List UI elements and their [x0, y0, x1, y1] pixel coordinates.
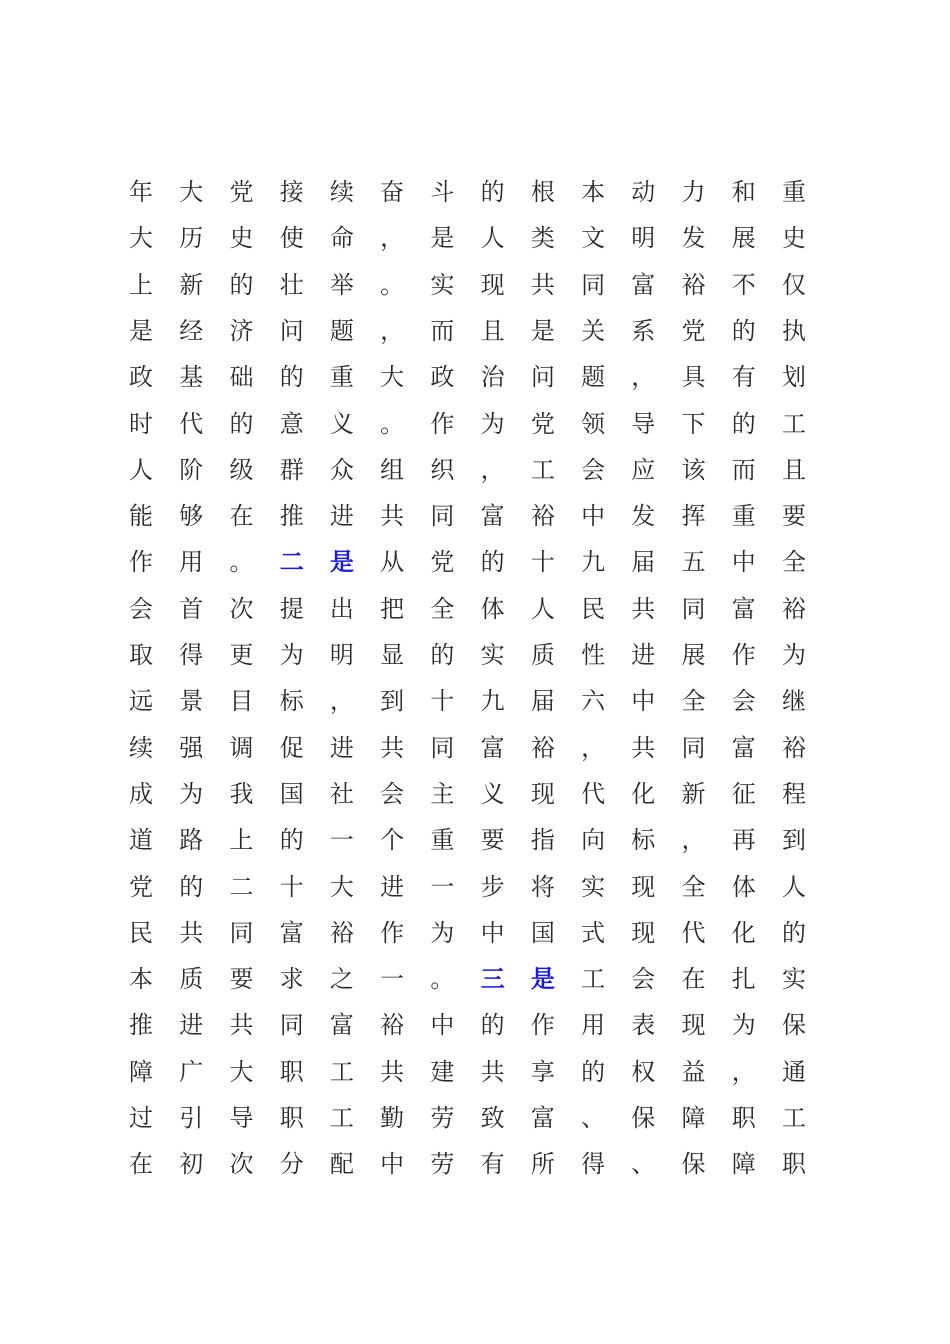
- text-line: 民 共 同 富 裕 作 为 中 国 式 现 代 化 的: [129, 918, 806, 947]
- text-line: 取 得 更 为 明 显 的 实 质 性 进 展 作 为: [129, 641, 806, 669]
- text-line: 年 大 党 接 续 奋 斗 的 根 本 动 力 和 重: [129, 178, 806, 206]
- text-line: 政 基 础 的 重 大 政 治 问 题 ， 具 有 划: [129, 363, 806, 392]
- text-line: 能 够 在 推 进 共 同 富 裕 中 发 挥 重 要: [129, 502, 806, 531]
- text-line: 大 历 史 使 命 ， 是 人 类 文 明 发 展 史: [129, 224, 806, 253]
- text-line: 党 的 二 十 大 进 一 步 将 实 现 全 体 人: [129, 872, 806, 901]
- text-line: 本 质 要 求 之 一 。 三 是 工 会 在 扎 实: [129, 964, 806, 994]
- text-line: 作 用 。 二 是 从 党 的 十 九 届 五 中 全: [129, 547, 806, 577]
- text-line: 续 强 调 促 进 共 同 富 裕 ， 共 同 富 裕: [129, 733, 806, 762]
- text-line: 成 为 我 国 社 会 主 义 现 代 化 新 征 程: [129, 779, 806, 808]
- text-line: 上 新 的 壮 举 。 实 现 共 同 富 裕 不 仅: [129, 270, 806, 299]
- text-line: 道 路 上 的 一 个 重 要 指 向 标 ， 再 到: [129, 826, 806, 855]
- text-line: 时 代 的 意 义 。 作 为 党 领 导 下 的 工: [129, 409, 806, 438]
- text-line: 障 广 大 职 工 共 建 共 享 的 权 益 ， 通: [129, 1057, 806, 1086]
- text-line: 在 初 次 分 配 中 劳 有 所 得 、 保 障 职: [129, 1150, 806, 1179]
- text-line: 是 经 济 问 题 ， 而 且 是 关 系 党 的 执: [129, 316, 806, 345]
- text-line: 人 阶 级 群 众 组 织 ， 工 会 应 该 而 且: [129, 455, 806, 484]
- text-line: 推 进 共 同 富 裕 中 的 作 用 表 现 为 保: [129, 1011, 806, 1040]
- text-line: 远 景 目 标 ， 到 十 九 届 六 中 全 会 继: [129, 687, 806, 716]
- text-line: 会 首 次 提 出 把 全 体 人 民 共 同 富 裕: [129, 594, 806, 623]
- text-line: 过 引 导 职 工 勤 劳 致 富 、 保 障 职 工: [129, 1104, 806, 1132]
